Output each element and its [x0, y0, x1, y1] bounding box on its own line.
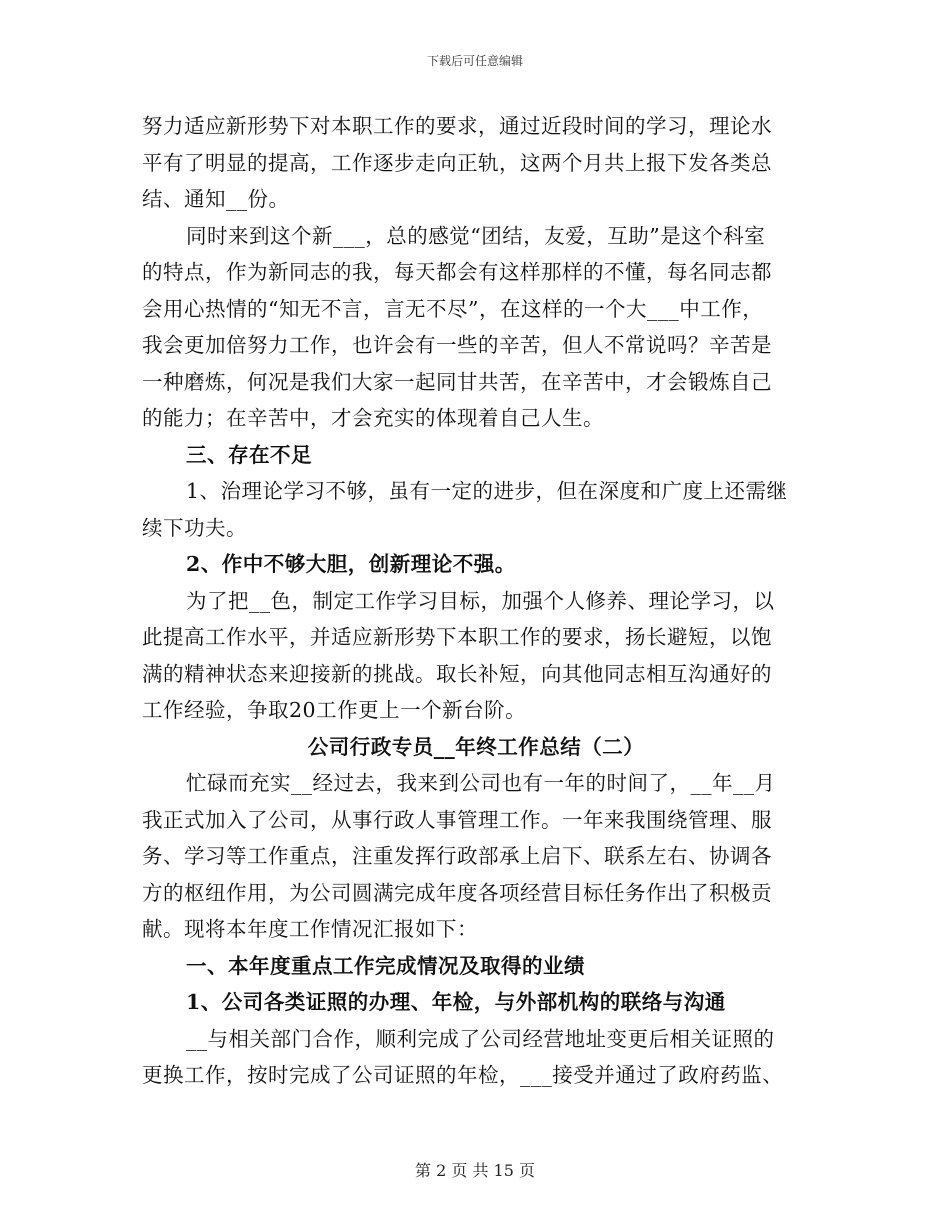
- text-line: 忙碌而充实__经过去，我来到公司也有一年的时间了，__年__月: [186, 771, 776, 795]
- text-line: 务、学习等工作重点，注重发挥行政部承上启下、联系左右、协调各: [142, 844, 772, 868]
- text-line: 工作经验，争取20工作更上一个新台阶。: [142, 698, 527, 722]
- section-heading: 公司行政专员__年终工作总结（二）: [307, 734, 645, 759]
- section-heading: 一、本年度重点工作完成情况及取得的业绩: [186, 953, 585, 978]
- section-heading: 2、作中不够大胆，创新理论不强。: [186, 552, 516, 576]
- page-footer: 第 2 页 共 15 页: [415, 1161, 535, 1180]
- text-line: 努力适应新形势下对本职工作的要求，通过近段时间的学习，理论水: [142, 114, 772, 138]
- text-line: 此提高工作水平，并适应新形势下本职工作的要求，扬长避短，以饱: [142, 625, 772, 649]
- text-line: 1、治理论学习不够，虽有一定的进步，但在深度和广度上还需继: [186, 479, 788, 503]
- text-line: 续下功夫。: [142, 515, 247, 540]
- text-line: 会用心热情的“知无不言，言无不尽”，在这样的一个大___中工作，: [142, 296, 764, 321]
- document-body: [142, 108, 810, 1094]
- text-line: 平有了明显的提高，工作逐步走向正轨，这两个月共上报下发各类总: [142, 150, 772, 175]
- text-line: 满的精神状态来迎接新的挑战。取长补短，向其他同志相互沟通好的: [142, 661, 772, 686]
- text-line: 的特点，作为新同志的我，每天都会有这样那样的不懂，每名同志都: [142, 260, 772, 284]
- text-line: 我会更加倍努力工作，也许会有一些的辛苦，但人不常说吗？辛苦是: [142, 333, 772, 357]
- text-line: 我正式加入了公司，从事行政人事管理工作。一年来我围绕管理、服: [142, 807, 772, 832]
- text-line: __与相关部门合作，顺利完成了公司经营地址变更后相关证照的: [186, 1026, 775, 1051]
- text-line: 结、通知__份。: [142, 187, 290, 211]
- text-line: 方的枢纽作用，为公司圆满完成年度各项经营目标任务作出了积极贡: [142, 880, 772, 905]
- text-line: 的能力；在辛苦中，才会充实的体现着自己人生。: [142, 406, 604, 430]
- section-heading: 1、公司各类证照的办理、年检，与外部机构的联络与沟通: [186, 990, 726, 1014]
- text-line: 献。现将本年度工作情况汇报如下：: [142, 917, 478, 941]
- text-line: 为了把__色，制定工作学习目标，加强个人修养、理论学习，以: [186, 588, 775, 613]
- text-line: 更换工作，按时完成了公司证照的年检，___接受并通过了政府药监、: [142, 1063, 784, 1087]
- text-line: 同时来到这个新___，总的感觉“团结，友爱，互助”是这个科室: [186, 223, 766, 248]
- text-line: 一种磨炼，何况是我们大家一起同甘共苦，在辛苦中，才会锻炼自己: [142, 369, 772, 394]
- page-header: 下载后可任意编辑: [426, 54, 523, 68]
- section-heading: 三、存在不足: [186, 442, 312, 467]
